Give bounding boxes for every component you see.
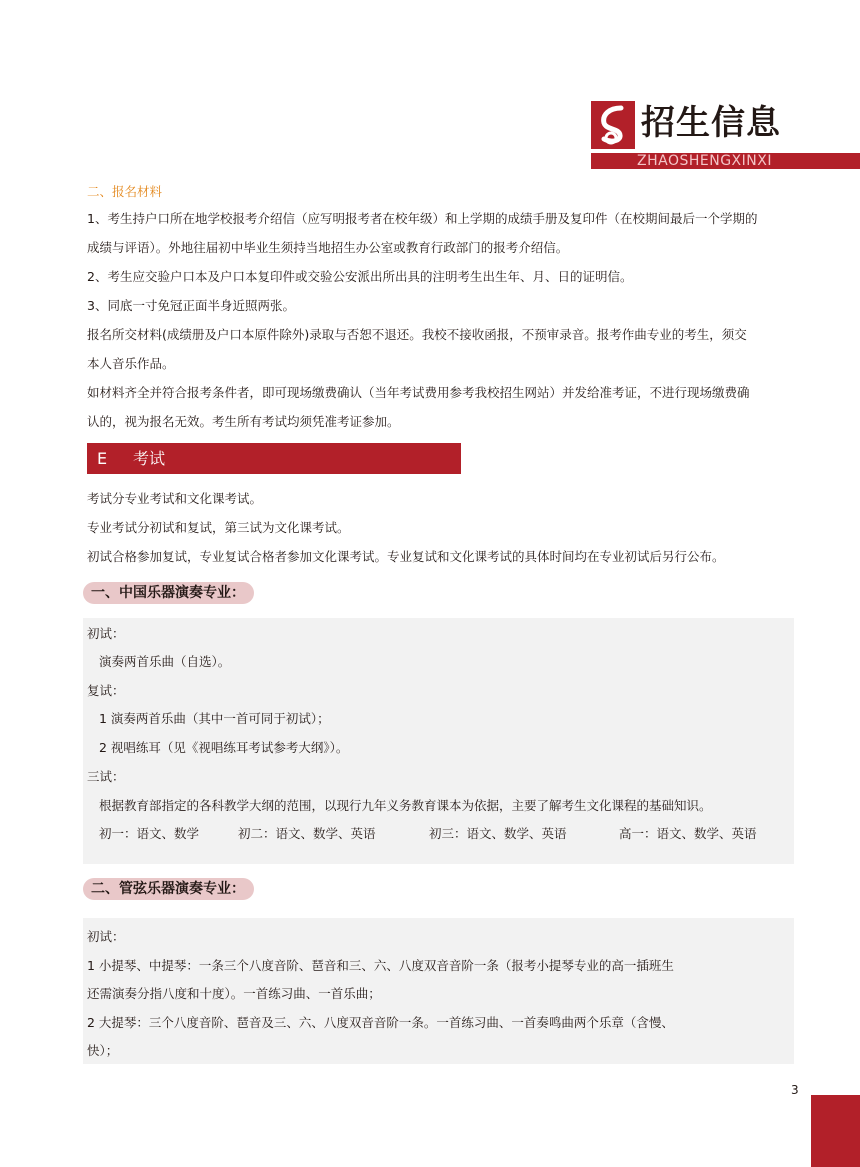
box-line: 初试： bbox=[87, 626, 125, 641]
materials-line: 成绩与评语）。外地往届初中毕业生须持当地招生办公室或教育行政部门的报考介绍信。 bbox=[87, 240, 569, 255]
subject-item: 初一：语文、数学 bbox=[99, 826, 200, 841]
materials-line: 如材料齐全并符合报考条件者，即可现场缴费确认（当年考试费用参考我校招生网站）并发给准考证，不进行现场缴费确 bbox=[87, 385, 750, 400]
materials-heading: 二、报名材料 bbox=[87, 184, 163, 199]
exam-line: 专业考试分初试和复试，第三试为文化课考试。 bbox=[87, 520, 350, 535]
header-subtitle: ZHAOSHENGXINXI bbox=[637, 153, 772, 169]
header-bar bbox=[591, 153, 860, 169]
page-number: 3 bbox=[791, 1083, 799, 1097]
box-line: 初试： bbox=[87, 929, 125, 944]
subject-item: 初三：语文、数学、英语 bbox=[429, 826, 567, 841]
subject-item: 高一：语文、数学、英语 bbox=[619, 826, 757, 841]
logo-icon bbox=[591, 101, 635, 149]
exam-line: 初试合格参加复试，专业复试合格者参加文化课考试。专业复试和文化课考试的具体时间均在专业初试后另行公布。 bbox=[87, 549, 725, 564]
box-line: 2 视唱练耳（见《视唱练耳考试参考大纲》）。 bbox=[99, 740, 349, 755]
box-line: 2 大提琴：三个八度音阶、琶音及三、六、八度双音音阶一条。一首练习曲、一首奏鸣曲两个乐章（含慢、 bbox=[87, 1015, 674, 1030]
subject-item: 初二：语文、数学、英语 bbox=[238, 826, 376, 841]
box-line: 1 小提琴、中提琴：一条三个八度音阶、琶音和三、六、八度双音音阶一条（报考小提琴专业的高一插班生 bbox=[87, 958, 674, 973]
materials-line: 认的，视为报名无效。考生所有考试均须凭准考证参加。 bbox=[87, 414, 400, 429]
corner-block bbox=[811, 1095, 860, 1167]
materials-line: 2、考生应交验户口本及户口本复印件或交验公安派出所出具的注明考生出生年、月、日的证明信。 bbox=[87, 269, 633, 284]
chinese-instruments-heading: 一、中国乐器演奏专业： bbox=[83, 582, 254, 604]
box-line: 演奏两首乐曲（自选）。 bbox=[99, 654, 231, 669]
box-line: 三试： bbox=[87, 769, 125, 784]
materials-line: 1、考生持户口所在地学校报考介绍信（应写明报考者在校年级）和上学期的成绩手册及复印件（在校期间最后一个学期的 bbox=[87, 211, 758, 226]
materials-line: 3、同底一寸免冠正面半身近照两张。 bbox=[87, 298, 295, 313]
box-line: 还需演奏分指八度和十度）。一首练习曲、一首乐曲； bbox=[87, 986, 381, 1001]
box-line: 根据教育部指定的各科教学大纲的范围，以现行九年义务教育课本为依据，主要了解考生文化课程的基础知识。 bbox=[99, 798, 712, 813]
box-line: 快）； bbox=[87, 1043, 119, 1058]
exam-line: 考试分专业考试和文化课考试。 bbox=[87, 491, 263, 506]
materials-line: 报名所交材料(成绩册及户口本原件除外)录取与否恕不退还。我校不接收函报，不预审录音。报考作曲专业的考生，须交 bbox=[87, 327, 747, 342]
header-title: 招生信息 bbox=[641, 103, 781, 143]
orchestral-instruments-box bbox=[83, 918, 794, 1064]
exam-banner bbox=[87, 443, 461, 474]
box-line: 1 演奏两首乐曲（其中一首可同于初试）； bbox=[99, 711, 330, 726]
exam-banner-letter: E bbox=[97, 449, 108, 468]
materials-line: 本人音乐作品。 bbox=[87, 356, 175, 371]
box-line: 复试： bbox=[87, 683, 125, 698]
orchestral-instruments-heading: 二、管弦乐器演奏专业： bbox=[83, 878, 254, 900]
chinese-instruments-box bbox=[83, 618, 794, 864]
exam-banner-title: 考试 bbox=[133, 449, 166, 468]
